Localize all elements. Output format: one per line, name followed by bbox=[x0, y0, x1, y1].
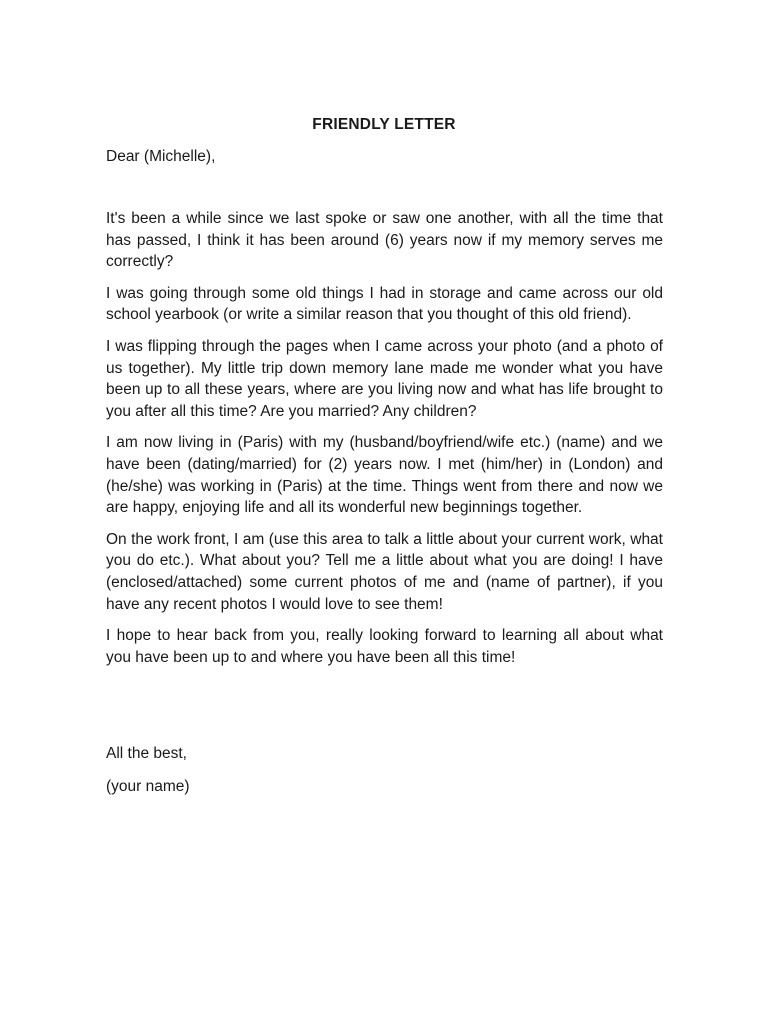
letter-paragraph: I am now living in (Paris) with my (husband/boyfriend/wife etc.) (name) and we have been (dating/married) for (2) years now. I met (him/her) in (London) and (he/she) was working in (Paris) at the time. Things went from there and now we are happy, enjoying life and all its wonderful new beginnings together. bbox=[106, 434, 663, 517]
letter-signature: (your name) bbox=[106, 778, 190, 795]
letter-body bbox=[106, 208, 663, 678]
letter-paragraph: On the work front, I am (use this area to talk a little about your current work, what you do etc.). What about you? Tell me a little about what you are doing! I have (enclosed/attached) some current photos of me and (name of partner), if you have any recent photos I would love to see them! bbox=[106, 530, 663, 613]
letter-paragraph: I was flipping through the pages when I came across your photo (and a photo of us together). My little trip down memory lane made me wonder what you have been up to all these years, where are you living now and what has life brought to you after all this time? Are you married? Any children? bbox=[106, 337, 663, 420]
letter-title: FRIENDLY LETTER bbox=[312, 116, 456, 133]
letter-salutation: Dear (Michelle), bbox=[106, 148, 216, 165]
letter-closing: All the best, bbox=[106, 745, 187, 762]
letter-paragraph: I hope to hear back from you, really looking forward to learning all about what you have been up to and where you have been all this time! bbox=[106, 627, 663, 666]
letter-paragraph: It's been a while since we last spoke or saw one another, with all the time that has passed, I think it has been around (6) years now if my memory serves me correctly? bbox=[106, 210, 663, 271]
letter-paragraph: I was going through some old things I had in storage and came across our old school yearbook (or write a similar reason that you thought of this old friend). bbox=[106, 284, 663, 324]
